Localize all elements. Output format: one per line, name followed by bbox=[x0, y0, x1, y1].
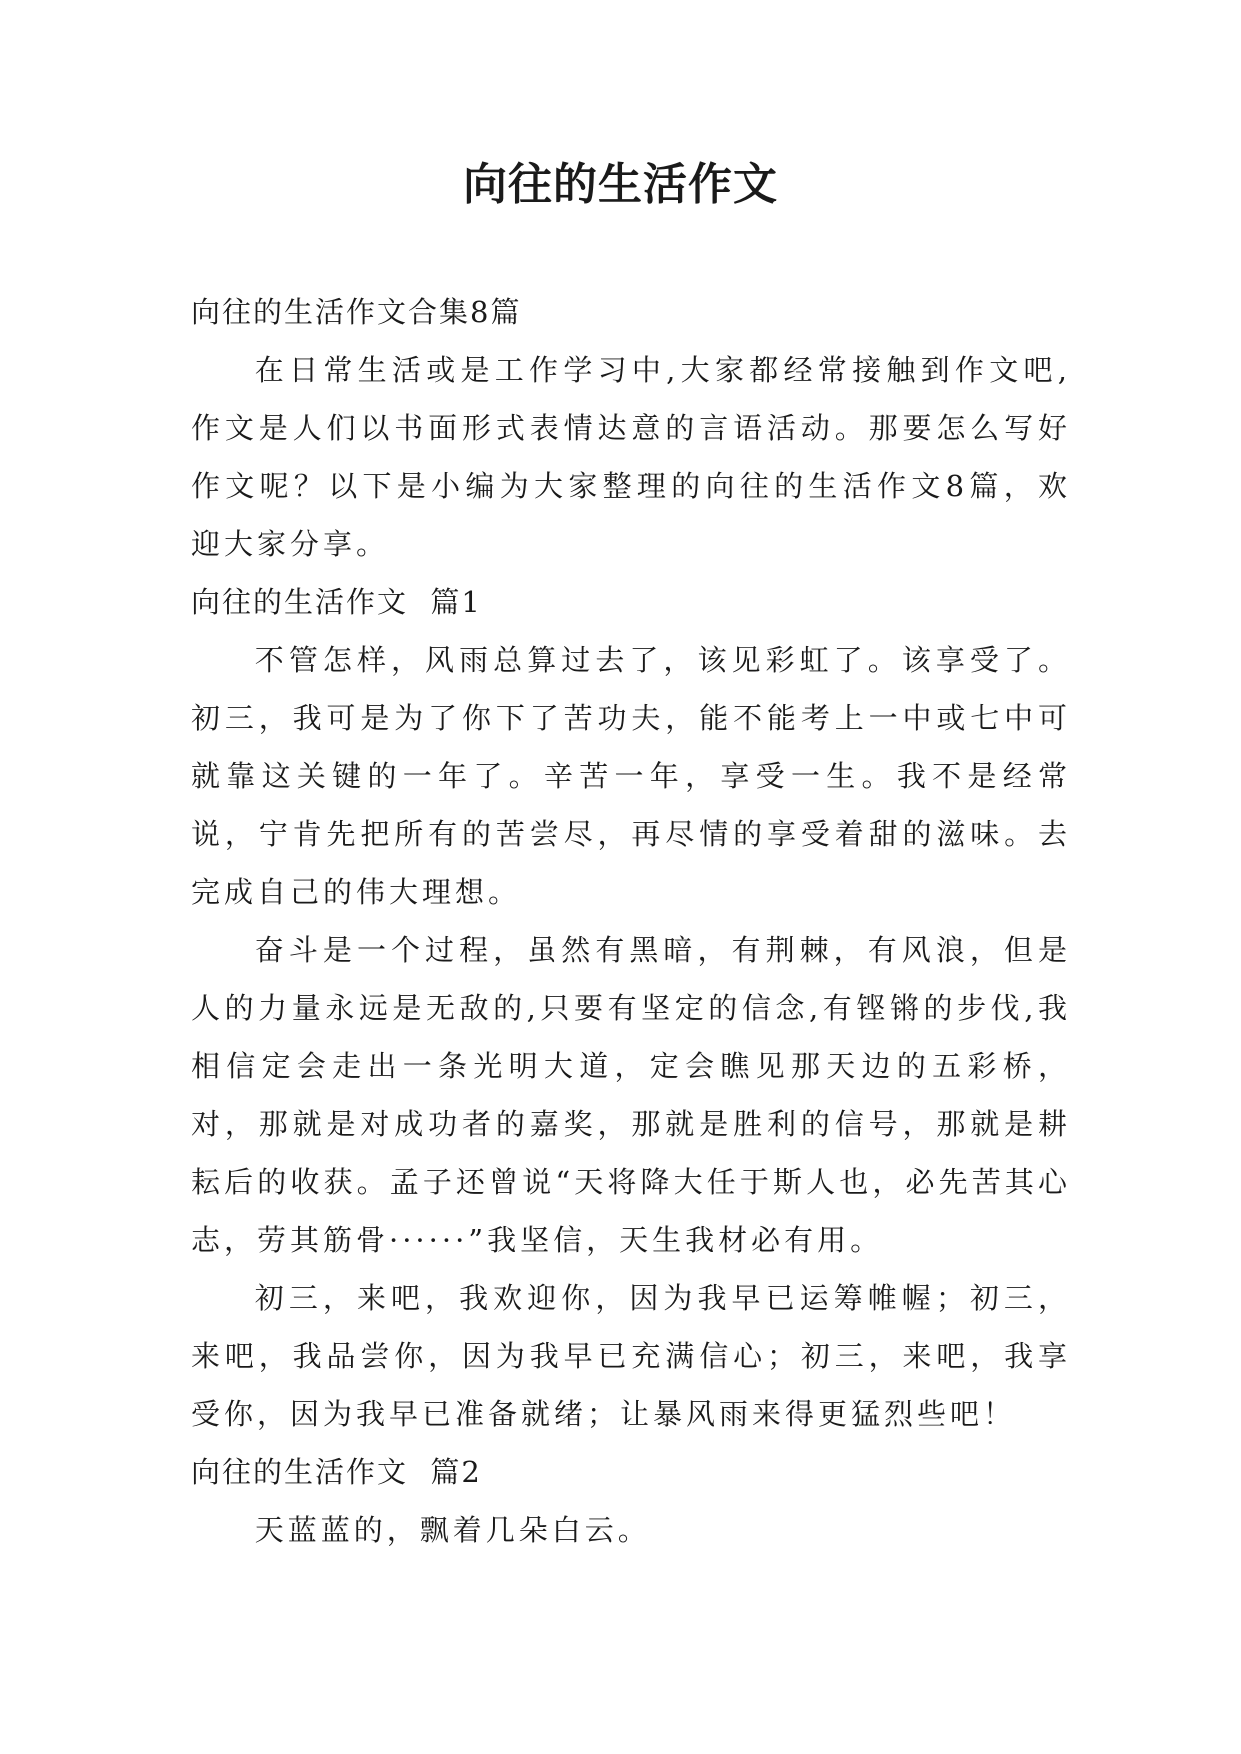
section-2-paragraph-1: 天蓝蓝的，飘着几朵白云。 bbox=[254, 1513, 651, 1547]
intro-paragraph: 在日常生活或是工作学习中,大家都经常接触到作文吧,作文是人们以书面形式表情达意的言语活动。那要怎么写好作文呢？以下是小编为大家整理的向往的生活作文8篇，欢迎大家分享。 bbox=[191, 353, 1071, 561]
document-title: 向往的生活作文 bbox=[463, 159, 778, 210]
section-heading-1: 向往的生活作文 篇1 bbox=[191, 585, 482, 619]
section-heading-2: 向往的生活作文 篇2 bbox=[191, 1455, 482, 1489]
section-1-paragraph-3: 初三，来吧，我欢迎你，因为我早已运筹帷幄；初三，来吧，我品尝你，因为我早已充满信心；初三，来吧，我享受你，因为我早已准备就绪；让暴风雨来得更猛烈些吧！ bbox=[191, 1281, 1071, 1431]
collection-heading: 向往的生活作文合集8篇 bbox=[191, 295, 522, 329]
section-1-paragraph-1: 不管怎样，风雨总算过去了，该见彩虹了。该享受了。初三，我可是为了你下了苦功夫，能不能考上一中或七中可就靠这关键的一年了。辛苦一年，享受一生。我不是经常说，宁肯先把所有的苦尝尽，再尽情的享受着甜的滋味。去完成自己的伟大理想。 bbox=[191, 643, 1071, 909]
document-body bbox=[191, 283, 1071, 1559]
section-1-paragraph-2: 奋斗是一个过程，虽然有黑暗，有荆棘，有风浪，但是人的力量永远是无敌的,只要有坚定的信念,有铿锵的步伐,我相信定会走出一条光明大道，定会瞧见那天边的五彩桥，对，那就是对成功者的嘉奖，那就是胜利的信号，那就是耕耘后的收获。孟子还曾说“天将降大任于斯人也，必先苦其心志，劳其筋骨······”我坚信，天生我材必有用。 bbox=[191, 933, 1071, 1257]
